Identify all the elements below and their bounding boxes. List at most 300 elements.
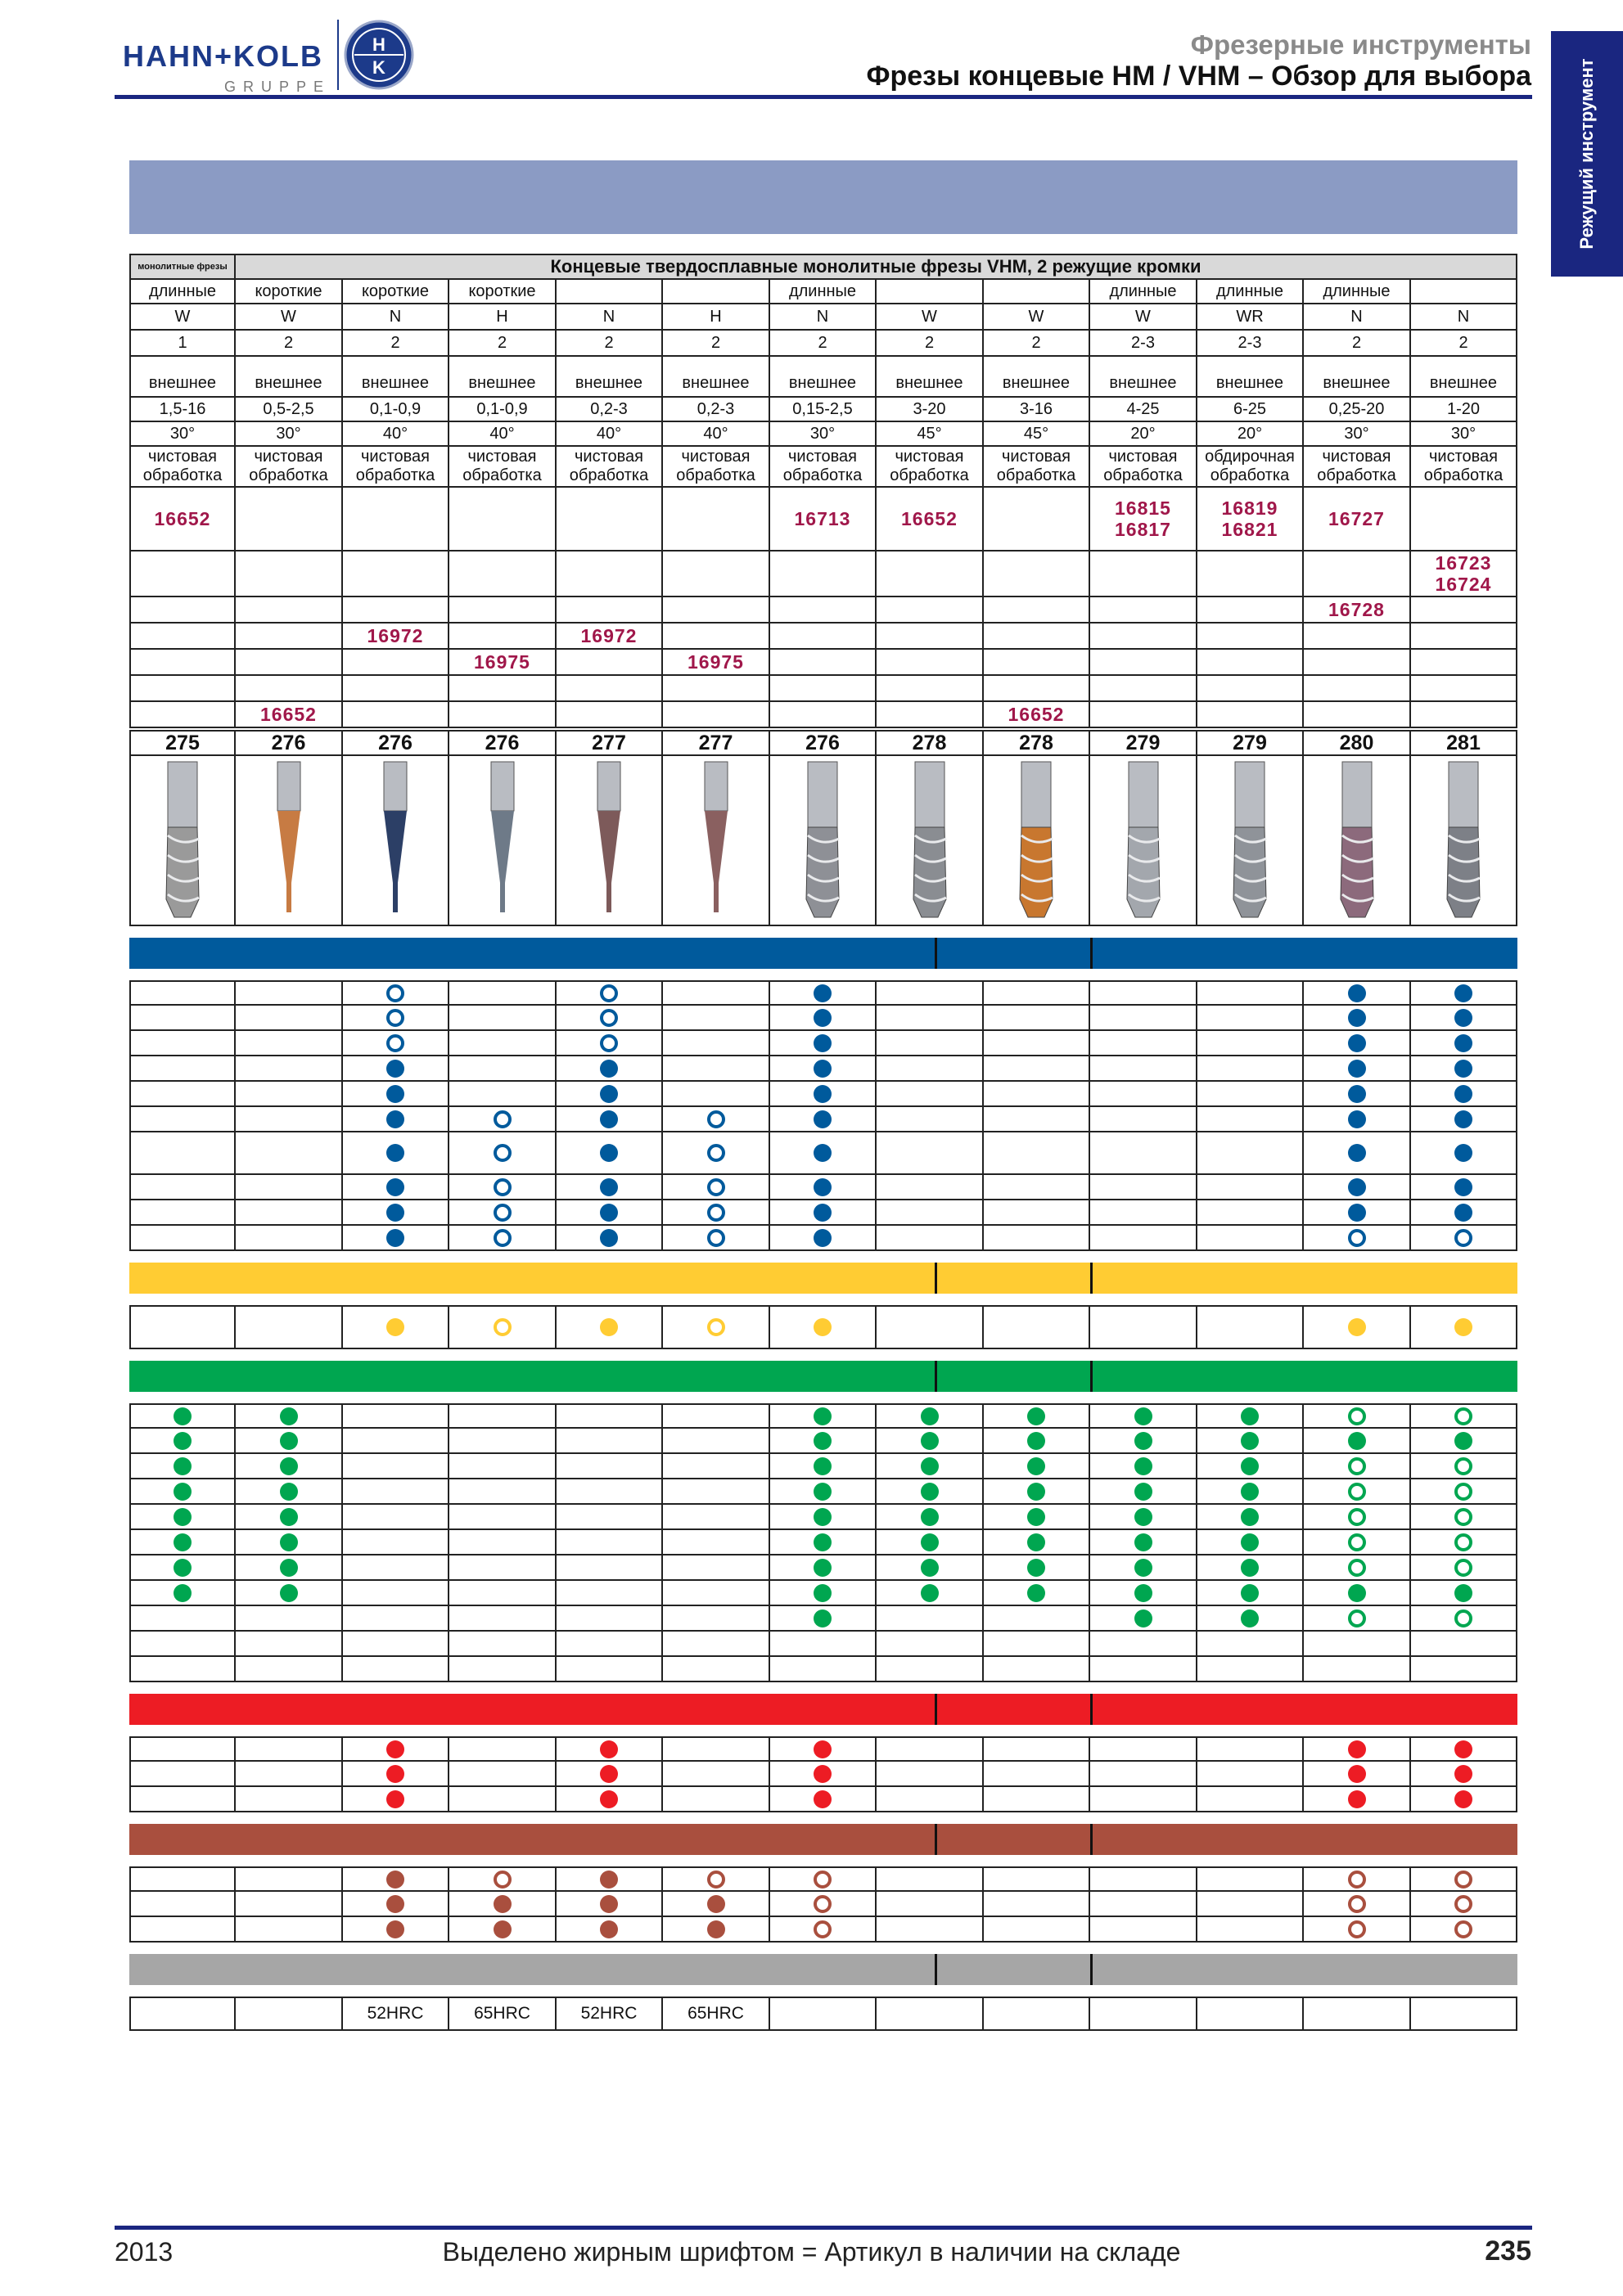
- article-cell: [1411, 488, 1517, 550]
- article-number[interactable]: 16727: [1328, 507, 1385, 529]
- material-cell: [236, 1226, 343, 1249]
- article-cell: [984, 650, 1090, 674]
- article-cell: [343, 551, 449, 596]
- cell-text: 40°: [489, 424, 515, 443]
- article-cell: [1090, 702, 1197, 727]
- cell-text: внешнее: [1429, 374, 1498, 392]
- cell-text: внешнее: [255, 374, 322, 392]
- band-separator: [1090, 1694, 1093, 1725]
- end-mill-image: [264, 760, 313, 921]
- article-cell: [1197, 650, 1304, 674]
- article-cell: [770, 676, 877, 700]
- material-cell: [1304, 1738, 1411, 1760]
- material-cell: [129, 1892, 236, 1916]
- article-number[interactable]: 16728: [1328, 598, 1385, 620]
- material-cell: [557, 1405, 663, 1427]
- type-row-cell: [1304, 304, 1411, 329]
- group-title: [236, 255, 1517, 278]
- catalog-page-cell: [770, 732, 877, 754]
- material-cell: [1090, 1738, 1197, 1760]
- material-cell: [236, 1606, 343, 1630]
- material-cell: [1304, 1405, 1411, 1427]
- article-number[interactable]: 16713: [794, 507, 851, 529]
- material-cell: [1090, 1454, 1197, 1478]
- end-mill-image: [478, 760, 527, 921]
- material-row: [129, 1606, 1517, 1632]
- material-cell: [557, 1056, 663, 1080]
- primary-use-dot-icon: [1454, 1110, 1472, 1128]
- end-mill-image: [798, 760, 847, 921]
- material-cell: [770, 1226, 877, 1249]
- primary-use-dot-icon: [814, 1740, 832, 1758]
- material-cell: [1304, 1132, 1411, 1173]
- material-row: [129, 1031, 1517, 1056]
- article-cell: [770, 650, 877, 674]
- material-cell: [343, 1505, 449, 1528]
- helix-row-cell: [236, 422, 343, 445]
- material-cell: [449, 1175, 557, 1199]
- material-cell: [663, 1405, 770, 1427]
- material-cell: [129, 1031, 236, 1055]
- article-cell: [236, 551, 343, 596]
- material-cell: [236, 1175, 343, 1199]
- material-cell: [877, 1175, 984, 1199]
- material-cell: [557, 1762, 663, 1785]
- cell-text: 276: [271, 731, 306, 754]
- article-cell: [877, 597, 984, 622]
- material-cell: [1197, 1107, 1304, 1131]
- flutes-row-cell: [343, 331, 449, 355]
- article-number[interactable]: 16815 16817: [1115, 497, 1171, 540]
- primary-use-dot-icon: [386, 1060, 404, 1078]
- end-mill-image: [1119, 760, 1168, 921]
- material-cell: [449, 1555, 557, 1579]
- length-row-cell: [236, 280, 343, 303]
- article-cell: [984, 624, 1090, 648]
- primary-use-dot-icon: [174, 1508, 192, 1526]
- primary-use-dot-icon: [1348, 1318, 1366, 1336]
- material-cell: [449, 1892, 557, 1916]
- cell-text: внешнее: [1323, 374, 1391, 392]
- material-cell: [236, 1998, 343, 2029]
- primary-use-dot-icon: [600, 1895, 618, 1913]
- material-cell: [984, 1200, 1090, 1224]
- material-cell: [1090, 1107, 1197, 1131]
- article-cell: [770, 488, 877, 550]
- material-cell: [663, 1006, 770, 1029]
- material-cell: [877, 1405, 984, 1427]
- cell-text: чистовая обработка: [890, 448, 969, 484]
- band-separator: [935, 1263, 937, 1294]
- primary-use-dot-icon: [921, 1508, 939, 1526]
- material-cell: [449, 1226, 557, 1249]
- cell-text: внешнее: [575, 374, 643, 392]
- material-cell: [557, 1200, 663, 1224]
- material-cell: [663, 982, 770, 1004]
- catalog-page-cell: [1197, 732, 1304, 754]
- material-group-band: [129, 938, 1517, 969]
- material-cell: [1197, 1175, 1304, 1199]
- material-cell: [557, 1479, 663, 1503]
- article-cell: [557, 551, 663, 596]
- article-row: [129, 702, 1517, 728]
- material-cell: [663, 1762, 770, 1785]
- material-cell: [770, 1657, 877, 1681]
- primary-use-dot-icon: [1454, 1085, 1472, 1103]
- material-cell: [236, 1738, 343, 1760]
- material-cell: [449, 1405, 557, 1427]
- cell-text: W: [922, 307, 937, 326]
- article-number[interactable]: 16652: [901, 507, 958, 529]
- primary-use-dot-icon: [386, 1895, 404, 1913]
- material-cell: [877, 1787, 984, 1811]
- helix-row-cell: [1411, 422, 1517, 445]
- type-row: [129, 304, 1517, 331]
- article-cell: [1197, 624, 1304, 648]
- diameter-row: [129, 398, 1517, 422]
- diameter-row-cell: [877, 398, 984, 421]
- cell-text: 279: [1233, 731, 1267, 754]
- material-cell: [1304, 1762, 1411, 1785]
- material-cell: [449, 1738, 557, 1760]
- article-cell: [343, 702, 449, 727]
- material-cell: [129, 1505, 236, 1528]
- primary-use-dot-icon: [1454, 1432, 1472, 1450]
- primary-use-dot-icon: [707, 1920, 725, 1938]
- cooling-row-cell: [1090, 357, 1197, 396]
- primary-use-dot-icon: [1454, 1144, 1472, 1162]
- material-cell: [770, 1200, 877, 1224]
- header-rule: [115, 95, 1532, 99]
- primary-use-dot-icon: [921, 1559, 939, 1577]
- cell-text: чистовая обработка: [462, 448, 542, 484]
- material-cell: [877, 1056, 984, 1080]
- article-cell: [1090, 597, 1197, 622]
- helix-row-cell: [343, 422, 449, 445]
- cell-text: внешнее: [895, 374, 963, 392]
- material-cell: [663, 1479, 770, 1503]
- material-cell: [129, 1405, 236, 1427]
- article-number[interactable]: 16972: [580, 624, 638, 646]
- material-row: [129, 1866, 1517, 1892]
- material-cell: [129, 1917, 236, 1941]
- material-cell: [984, 1868, 1090, 1890]
- article-cell: [1197, 551, 1304, 596]
- material-cell: [663, 1107, 770, 1131]
- type-row-cell: [557, 304, 663, 329]
- material-cell: [1411, 1082, 1517, 1105]
- flutes-row-cell: [1090, 331, 1197, 355]
- operation-row-cell: [1090, 447, 1197, 486]
- cell-text: 2: [1031, 333, 1041, 352]
- operation-row-cell: [557, 447, 663, 486]
- material-cell: [984, 1581, 1090, 1605]
- possible-use-ring-icon: [386, 1009, 404, 1027]
- primary-use-dot-icon: [280, 1559, 298, 1577]
- material-cell: [236, 1555, 343, 1579]
- helix-row-cell: [984, 422, 1090, 445]
- primary-use-dot-icon: [814, 1765, 832, 1783]
- material-row: [129, 1082, 1517, 1107]
- possible-use-ring-icon: [1348, 1609, 1366, 1627]
- material-cell: [236, 1200, 343, 1224]
- operation-row-cell: [984, 447, 1090, 486]
- material-cell: [877, 1738, 984, 1760]
- cell-text: чистовая обработка: [249, 448, 328, 484]
- tool-image-cell: [770, 756, 877, 925]
- primary-use-dot-icon: [814, 1533, 832, 1551]
- material-cell: [1411, 1107, 1517, 1131]
- material-cell: [449, 1998, 557, 2029]
- cell-text: длинные: [1215, 281, 1284, 300]
- material-cell: [1197, 1738, 1304, 1760]
- primary-use-dot-icon: [921, 1533, 939, 1551]
- primary-use-dot-icon: [600, 1318, 618, 1336]
- side-tab[interactable]: [1551, 31, 1623, 277]
- article-cell: [236, 597, 343, 622]
- primary-use-dot-icon: [1348, 1009, 1366, 1027]
- operation-row-cell: [1411, 447, 1517, 486]
- band-separator: [935, 1361, 937, 1392]
- end-mill-image: [371, 760, 420, 921]
- material-cell: [1304, 1530, 1411, 1554]
- primary-use-dot-icon: [814, 1144, 832, 1162]
- material-cell: [449, 1132, 557, 1173]
- cell-text: внешнее: [468, 374, 536, 392]
- material-cell: [449, 1762, 557, 1785]
- material-cell: [557, 1657, 663, 1681]
- cell-text: длинные: [788, 281, 857, 300]
- primary-use-dot-icon: [494, 1895, 512, 1913]
- title-band: [129, 160, 1517, 234]
- article-number[interactable]: 16972: [367, 624, 424, 646]
- material-cell: [984, 1917, 1090, 1941]
- material-cell: [1197, 1132, 1304, 1173]
- cell-text: 277: [592, 731, 626, 754]
- cell-text: 2: [497, 333, 507, 352]
- material-cell: [663, 1226, 770, 1249]
- length-row: [129, 280, 1517, 304]
- material-cell: [877, 1307, 984, 1348]
- article-number[interactable]: 16652: [154, 507, 211, 529]
- primary-use-dot-icon: [707, 1895, 725, 1913]
- material-row: [129, 1479, 1517, 1505]
- material-cell: [129, 1082, 236, 1105]
- end-mill-image: [1332, 760, 1382, 921]
- possible-use-ring-icon: [1348, 1457, 1366, 1475]
- cooling-row-cell: [877, 357, 984, 396]
- article-cell: [770, 702, 877, 727]
- material-cell: [1411, 1998, 1517, 2029]
- helix-row-cell: [1197, 422, 1304, 445]
- material-cell: [236, 1868, 343, 1890]
- material-cell: [129, 1998, 236, 2029]
- helix-row-cell: [557, 422, 663, 445]
- material-cell: [557, 1307, 663, 1348]
- cell-text: N: [1457, 307, 1470, 326]
- cell-text: чистовая обработка: [996, 448, 1076, 484]
- primary-use-dot-icon: [1134, 1508, 1152, 1526]
- primary-use-dot-icon: [600, 1085, 618, 1103]
- material-row: [129, 1175, 1517, 1200]
- material-cell: [1090, 1787, 1197, 1811]
- primary-use-dot-icon: [921, 1457, 939, 1475]
- material-cell: [1411, 1505, 1517, 1528]
- cell-text: 20°: [1237, 424, 1263, 443]
- material-row: [129, 1107, 1517, 1132]
- cell-text: чистовая обработка: [142, 448, 223, 484]
- material-cell: [343, 1787, 449, 1811]
- article-cell: [770, 597, 877, 622]
- article-cell: [129, 650, 236, 674]
- flutes-row-cell: [1304, 331, 1411, 355]
- material-row: [129, 980, 1517, 1006]
- material-cell: [449, 1307, 557, 1348]
- article-number[interactable]: 16819 16821: [1221, 497, 1278, 540]
- material-cell: [663, 1200, 770, 1224]
- material-cell: [984, 1555, 1090, 1579]
- material-cell: [449, 1581, 557, 1605]
- footer-year: 2013: [115, 2237, 174, 2267]
- material-cell: [1197, 1868, 1304, 1890]
- material-cell: [236, 1917, 343, 1941]
- tool-image-cell: [557, 756, 663, 925]
- material-cell: [343, 1082, 449, 1105]
- material-cell: [236, 1892, 343, 1916]
- material-cell: [770, 1056, 877, 1080]
- material-cell: [1090, 1632, 1197, 1655]
- primary-use-dot-icon: [921, 1432, 939, 1450]
- article-number[interactable]: 16975: [474, 651, 530, 673]
- cell-text: 52HRC: [580, 2003, 638, 2023]
- material-cell: [663, 1429, 770, 1452]
- flutes-row-cell: [984, 331, 1090, 355]
- band-separator: [935, 1694, 937, 1725]
- material-cell: [1411, 1056, 1517, 1080]
- material-cell: [236, 1429, 343, 1452]
- possible-use-ring-icon: [600, 984, 618, 1002]
- possible-use-ring-icon: [1454, 1609, 1472, 1627]
- end-mill-image: [692, 760, 741, 921]
- cell-text: 0,2-3: [697, 399, 735, 418]
- material-cell: [1304, 1787, 1411, 1811]
- type-row-cell: [236, 304, 343, 329]
- material-cell: [1411, 1006, 1517, 1029]
- material-cell: [1304, 1998, 1411, 2029]
- article-cell: [1411, 551, 1517, 596]
- type-row-cell: [1090, 304, 1197, 329]
- material-cell: [557, 1132, 663, 1173]
- material-cell: [877, 1998, 984, 2029]
- type-row-cell: [1411, 304, 1517, 329]
- primary-use-dot-icon: [1348, 1178, 1366, 1196]
- cell-text: внешнее: [361, 374, 430, 392]
- possible-use-ring-icon: [814, 1920, 832, 1938]
- primary-use-dot-icon: [814, 1407, 832, 1425]
- material-cell: [663, 1505, 770, 1528]
- material-cell: [1304, 982, 1411, 1004]
- cell-text: 3-16: [1019, 399, 1053, 418]
- material-cell: [1090, 1998, 1197, 2029]
- material-cell: [1090, 1056, 1197, 1080]
- primary-use-dot-icon: [600, 1229, 618, 1247]
- possible-use-ring-icon: [707, 1178, 725, 1196]
- cell-text: WR: [1236, 307, 1264, 326]
- material-cell: [343, 1530, 449, 1554]
- material-cell: [343, 1998, 449, 2029]
- material-cell: [557, 1107, 663, 1131]
- primary-use-dot-icon: [280, 1432, 298, 1450]
- material-cell: [1090, 1405, 1197, 1427]
- material-cell: [1304, 1200, 1411, 1224]
- primary-use-dot-icon: [600, 1144, 618, 1162]
- article-number[interactable]: 16975: [688, 651, 744, 673]
- material-cell: [557, 1555, 663, 1579]
- primary-use-dot-icon: [386, 1871, 404, 1889]
- operation-row-cell: [236, 447, 343, 486]
- material-cell: [663, 1530, 770, 1554]
- article-cell: [1090, 551, 1197, 596]
- material-cell: [877, 1454, 984, 1478]
- material-row: [129, 1226, 1517, 1251]
- article-number[interactable]: 16723 16724: [1435, 551, 1492, 595]
- material-cell: [1197, 1998, 1304, 2029]
- article-number[interactable]: 16652: [260, 703, 317, 725]
- material-cell: [449, 1632, 557, 1655]
- primary-use-dot-icon: [1134, 1457, 1152, 1475]
- length-row-cell: [1304, 280, 1411, 303]
- material-cell: [770, 1505, 877, 1528]
- material-cell: [1090, 1762, 1197, 1785]
- primary-use-dot-icon: [1134, 1483, 1152, 1501]
- material-cell: [449, 1917, 557, 1941]
- cell-text: 65HRC: [688, 2003, 744, 2023]
- cell-text: N: [816, 307, 829, 326]
- article-cell: [129, 488, 236, 550]
- diameter-row-cell: [1304, 398, 1411, 421]
- material-cell: [770, 1892, 877, 1916]
- article-number[interactable]: 16652: [1008, 703, 1065, 725]
- material-cell: [129, 1762, 236, 1785]
- material-cell: [557, 1031, 663, 1055]
- material-cell: [984, 1454, 1090, 1478]
- page-title: Фрезы концевые HM / VHM – Обзор для выбора: [866, 61, 1531, 92]
- article-cell: [449, 551, 557, 596]
- length-row-cell: [984, 280, 1090, 303]
- material-cell: [1090, 1429, 1197, 1452]
- article-row: [129, 551, 1517, 597]
- article-cell: [877, 624, 984, 648]
- cell-text: чистовая обработка: [1103, 448, 1183, 484]
- material-cell: [984, 1530, 1090, 1554]
- band-separator: [935, 1954, 937, 1985]
- material-cell: [1411, 1454, 1517, 1478]
- cooling-row-cell: [984, 357, 1090, 396]
- primary-use-dot-icon: [174, 1483, 192, 1501]
- material-cell: [343, 1107, 449, 1131]
- material-cell: [663, 1175, 770, 1199]
- material-cell: [770, 1762, 877, 1785]
- material-cell: [129, 1581, 236, 1605]
- diameter-row-cell: [984, 398, 1090, 421]
- cell-text: 4-25: [1126, 399, 1160, 418]
- cell-text: 30°: [1344, 424, 1369, 443]
- primary-use-dot-icon: [1027, 1584, 1045, 1602]
- material-cell: [1197, 1082, 1304, 1105]
- cooling-row-cell: [1304, 357, 1411, 396]
- length-row-cell: [343, 280, 449, 303]
- article-cell: [1411, 597, 1517, 622]
